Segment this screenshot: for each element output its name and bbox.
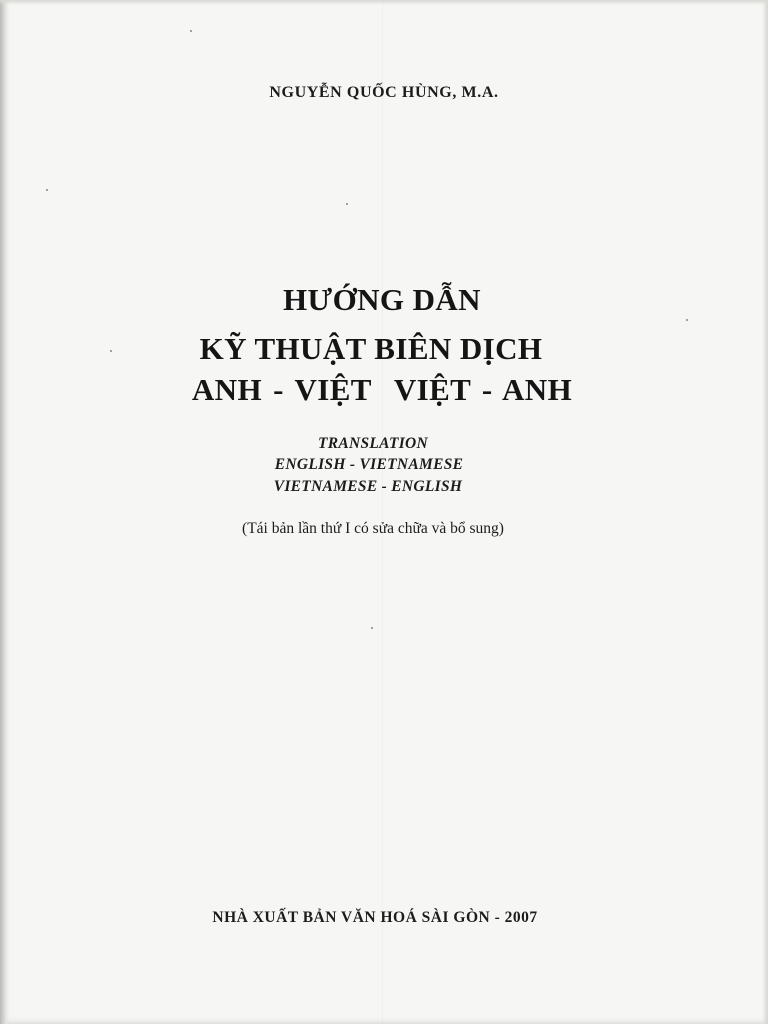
scan-speck — [371, 627, 373, 629]
scan-speck — [686, 319, 688, 321]
title-line-3-left: ANH - VIỆT — [191, 372, 372, 407]
page-right-edge-shadow — [762, 0, 768, 1024]
publisher-line: NHÀ XUẤT BẢN VĂN HOÁ SÀI GÒN - 2007 — [212, 909, 538, 926]
subtitle-line-2: ENGLISH - VIETNAMESE — [274, 456, 464, 473]
author-name: NGUYỄN QUỐC HÙNG, M.A. — [269, 84, 499, 101]
subtitle-line-3: VIETNAMESE - ENGLISH — [273, 478, 463, 495]
page-fold-line — [382, 0, 383, 1024]
scan-speck — [46, 189, 48, 191]
edition-note: (Tái bản lần thứ I có sửa chữa và bổ sung) — [242, 520, 504, 537]
title-line-3-right: VIỆT - ANH — [393, 372, 573, 407]
scan-speck — [346, 203, 348, 205]
title-line-3 — [0, 372, 766, 408]
title-line-1: HƯỚNG DẪN — [283, 282, 481, 317]
subtitle-line-1: TRANSLATION — [317, 435, 429, 452]
scan-speck — [190, 30, 192, 32]
title-line-2: KỸ THUẬT BIÊN DỊCH — [199, 331, 543, 366]
page-left-edge-shadow — [0, 0, 9, 1024]
page-top-edge-shadow — [0, 0, 768, 5]
